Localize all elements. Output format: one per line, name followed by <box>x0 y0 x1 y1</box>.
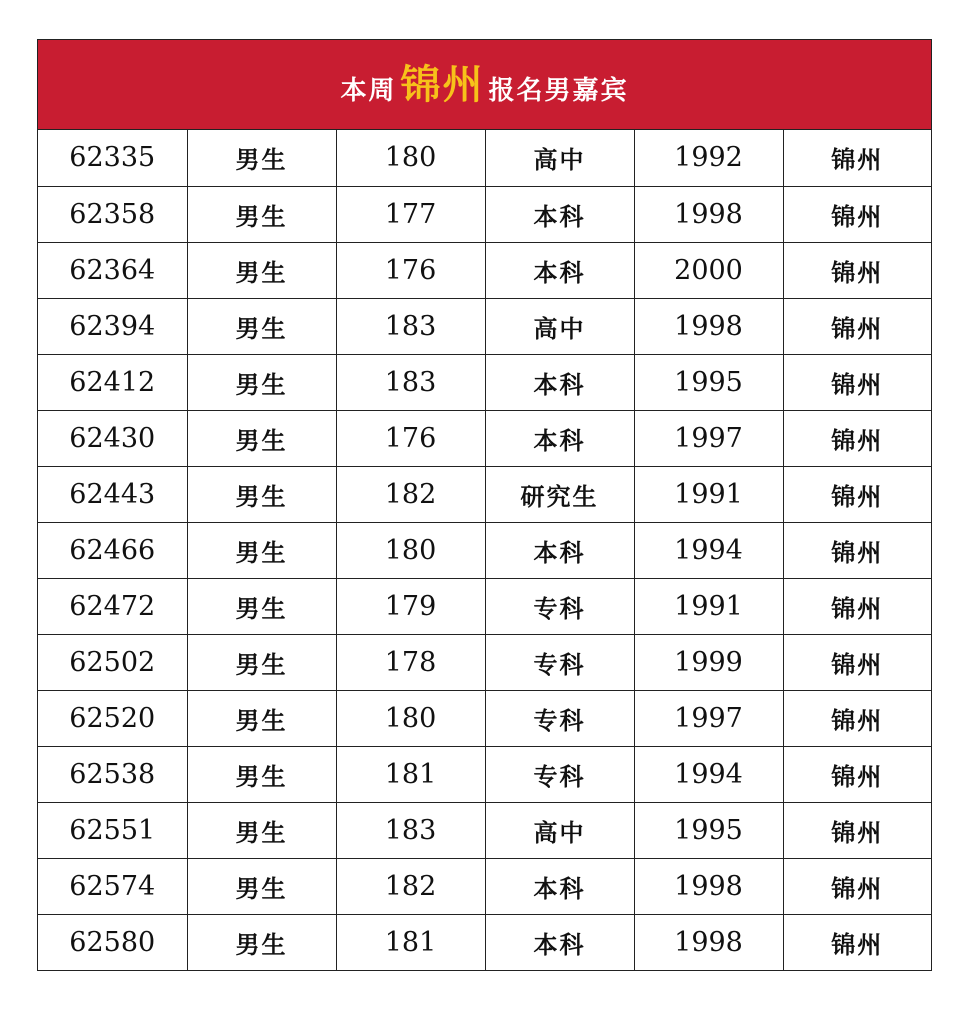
cell-height: 179 <box>336 578 485 634</box>
cell-id: 62538 <box>38 746 187 802</box>
cell-birth-year: 1995 <box>634 802 783 858</box>
cell-gender: 男生 <box>187 578 336 634</box>
table-row <box>38 578 931 634</box>
cell-location: 锦州 <box>783 298 931 354</box>
cell-education: 高中 <box>485 802 634 858</box>
cell-id: 62520 <box>38 690 187 746</box>
cell-height: 181 <box>336 914 485 970</box>
cell-location: 锦州 <box>783 242 931 298</box>
table-row <box>38 746 931 802</box>
table-row <box>38 354 931 410</box>
cell-gender: 男生 <box>187 466 336 522</box>
cell-id: 62580 <box>38 914 187 970</box>
cell-education: 本科 <box>485 186 634 242</box>
cell-location: 锦州 <box>831 929 884 959</box>
cell-education: 研究生 <box>485 466 634 522</box>
table-row <box>38 242 931 298</box>
table-row <box>38 130 931 186</box>
guest-table <box>38 130 931 970</box>
cell-birth-year: 1994 <box>634 522 783 578</box>
table-row <box>38 522 931 578</box>
cell-gender: 男生 <box>187 914 336 970</box>
cell-education: 高中 <box>485 130 634 186</box>
cell-gender: 男生 <box>187 858 336 914</box>
table-row <box>38 186 931 242</box>
cell-birth-year: 1994 <box>634 746 783 802</box>
table-row <box>38 634 931 690</box>
banner-city: 锦州 <box>400 60 485 108</box>
cell-id: 62358 <box>38 186 187 242</box>
cell-gender: 男生 <box>187 242 336 298</box>
cell-location: 锦州 <box>783 354 931 410</box>
banner-prefix: 本周 <box>340 75 397 106</box>
cell-education: 专科 <box>485 746 634 802</box>
cell-location: 锦州 <box>783 466 931 522</box>
table-row <box>38 914 931 970</box>
cell-birth-year: 1991 <box>634 466 783 522</box>
cell-id: 62574 <box>38 858 187 914</box>
cell-education: 本科 <box>485 914 634 970</box>
table-row <box>38 466 931 522</box>
cell-gender: 男生 <box>187 130 336 186</box>
cell-education: 专科 <box>485 690 634 746</box>
cell-gender: 男生 <box>187 522 336 578</box>
cell-location: 锦州 <box>783 186 931 242</box>
table-row <box>38 410 931 466</box>
table-row <box>38 690 931 746</box>
cell-gender: 男生 <box>187 354 336 410</box>
guest-list-sheet <box>37 39 932 971</box>
cell-gender: 男生 <box>187 634 336 690</box>
cell-birth-year: 1999 <box>634 634 783 690</box>
table-row <box>38 858 931 914</box>
cell-education: 本科 <box>485 858 634 914</box>
cell-gender: 男生 <box>187 746 336 802</box>
cell-birth-year: 1998 <box>634 186 783 242</box>
cell-location: 锦州 <box>783 746 931 802</box>
cell-location: 锦州 <box>783 858 931 914</box>
cell-location: 锦州 <box>783 410 931 466</box>
cell-id: 62430 <box>38 410 187 466</box>
cell-height: 176 <box>336 242 485 298</box>
cell-gender: 男生 <box>187 802 336 858</box>
cell-gender: 男生 <box>187 186 336 242</box>
cell-birth-year: 1992 <box>634 130 783 186</box>
cell-education: 专科 <box>485 578 634 634</box>
cell-height: 183 <box>336 354 485 410</box>
cell-gender: 男生 <box>187 410 336 466</box>
cell-height: 178 <box>336 634 485 690</box>
cell-height: 176 <box>336 410 485 466</box>
cell-id: 62466 <box>38 522 187 578</box>
cell-location: 锦州 <box>783 522 931 578</box>
cell-height: 182 <box>336 858 485 914</box>
cell-education: 本科 <box>485 410 634 466</box>
cell-education: 本科 <box>485 354 634 410</box>
cell-birth-year: 1995 <box>634 354 783 410</box>
cell-birth-year: 1998 <box>634 858 783 914</box>
guest-table-body <box>38 130 931 970</box>
cell-education: 本科 <box>485 242 634 298</box>
table-row <box>38 802 931 858</box>
cell-education: 专科 <box>485 634 634 690</box>
cell-birth-year: 1997 <box>634 410 783 466</box>
cell-location: 锦州 <box>783 634 931 690</box>
banner-title <box>38 40 931 130</box>
cell-height: 183 <box>336 298 485 354</box>
cell-height: 180 <box>336 522 485 578</box>
cell-gender: 男生 <box>187 690 336 746</box>
cell-birth-year: 2000 <box>634 242 783 298</box>
cell-height: 182 <box>336 466 485 522</box>
cell-birth-year: 1991 <box>634 578 783 634</box>
cell-id: 62364 <box>38 242 187 298</box>
cell-birth-year: 1998 <box>634 298 783 354</box>
cell-id: 62551 <box>38 802 187 858</box>
cell-height: 181 <box>336 746 485 802</box>
cell-location: 锦州 <box>783 802 931 858</box>
cell-birth-year: 1998 <box>634 914 783 970</box>
table-row <box>38 298 931 354</box>
cell-id: 62335 <box>38 130 187 186</box>
cell-birth-year: 1997 <box>634 690 783 746</box>
cell-id: 62394 <box>38 298 187 354</box>
cell-height: 183 <box>336 802 485 858</box>
cell-education: 高中 <box>485 298 634 354</box>
cell-id: 62502 <box>38 634 187 690</box>
cell-location: 锦州 <box>783 130 931 186</box>
cell-id: 62443 <box>38 466 187 522</box>
cell-location: 锦州 <box>783 690 931 746</box>
cell-height: 180 <box>336 690 485 746</box>
cell-id: 62412 <box>38 354 187 410</box>
cell-education: 本科 <box>485 522 634 578</box>
cell-gender: 男生 <box>187 298 336 354</box>
cell-id: 62472 <box>38 578 187 634</box>
cell-height: 180 <box>336 130 485 186</box>
cell-height: 177 <box>336 186 485 242</box>
banner-suffix: 报名男嘉宾 <box>488 75 629 106</box>
cell-location: 锦州 <box>783 578 931 634</box>
